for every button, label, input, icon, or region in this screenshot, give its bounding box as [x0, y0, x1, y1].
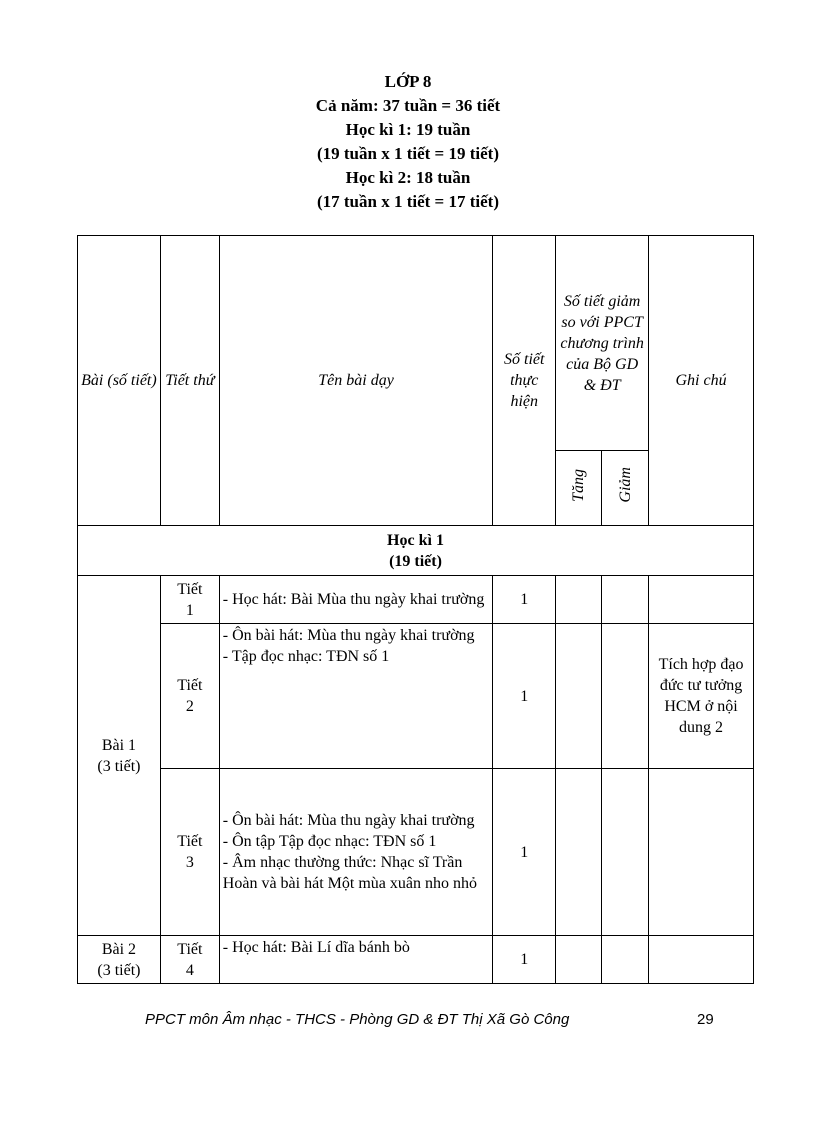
- header-row-1: [78, 236, 754, 451]
- lesson-cell: [219, 936, 492, 984]
- lesson-cell: [219, 769, 492, 936]
- semester-heading: [78, 526, 754, 576]
- giam-cell: [602, 576, 649, 624]
- col-header-bai: Bài (số tiết): [78, 236, 161, 526]
- tiet-label: Tiết: [177, 677, 203, 694]
- semester-title: Học kì 1: [387, 531, 444, 549]
- page-header: [0, 70, 816, 214]
- lesson-cell: [219, 576, 492, 624]
- lesson-line: - Âm nhạc thường thức: Nhạc sĩ Trần Hoàn và bài hát Một mùa xuân nho nhỏ: [222, 854, 477, 892]
- lesson-line: - Ôn tập Tập đọc nhạc: TĐN số 1: [222, 833, 437, 850]
- table-row: [78, 936, 754, 984]
- curriculum-table: [77, 235, 754, 984]
- tiet-label: Tiết: [177, 940, 203, 958]
- bai1-sub: (3 tiết): [97, 757, 141, 775]
- lesson-line: - Học hát: Bài Lí dĩa bánh bò: [222, 939, 410, 956]
- col-header-ghi-chu: Ghi chú: [649, 236, 754, 526]
- ghi-chu-cell: [649, 936, 754, 984]
- col-header-tiet-thu: Tiết thứ: [160, 236, 219, 526]
- tiet-label: Tiết: [177, 833, 203, 850]
- tiet-label: Tiết: [177, 580, 203, 598]
- giam-label: Giảm: [616, 467, 634, 503]
- table-row: [78, 576, 754, 624]
- tiet-cell: [160, 769, 219, 936]
- tang-label: Tăng: [570, 468, 588, 502]
- semester-row: [78, 526, 754, 576]
- ghi-chu-cell: [649, 576, 754, 624]
- tiet-number: 3: [185, 854, 194, 871]
- semester2-summary: Học kì 2: 18 tuần: [345, 168, 471, 187]
- tiet-number: 2: [185, 698, 194, 715]
- col-header-so-tiet-giam: Số tiết giảm so với PPCT chương trình của Bộ GD & ĐT: [556, 236, 649, 451]
- so-tiet-cell: 1: [493, 576, 556, 624]
- giam-cell: [602, 936, 649, 984]
- page-number: 29: [697, 1011, 714, 1028]
- giam-cell: [602, 769, 649, 936]
- class-title: LỚP 8: [384, 72, 432, 91]
- bai2-sub: (3 tiết): [97, 961, 141, 979]
- tang-cell: [556, 936, 602, 984]
- tang-cell: [556, 624, 602, 769]
- semester1-summary: Học kì 1: 19 tuần: [345, 120, 471, 139]
- semester1-detail: (19 tuần x 1 tiết = 19 tiết): [316, 144, 499, 163]
- so-tiet-cell: 1: [493, 624, 556, 769]
- page-footer: PPCT môn Âm nhạc - THCS - Phòng GD & ĐT Thị Xã Gò Công: [145, 1011, 570, 1028]
- lesson-line: - Học hát: Bài Mùa thu ngày khai trường: [222, 591, 485, 608]
- tiet-cell: [160, 576, 219, 624]
- table-row: [78, 624, 754, 769]
- bai2-label: Bài 2: [101, 940, 137, 958]
- semester2-detail: (17 tuần x 1 tiết = 17 tiết): [316, 192, 499, 211]
- semester-subtitle: (19 tiết): [389, 552, 442, 570]
- ghi-chu-cell: Tích hợp đạo đức tư tưởng HCM ở nội dung 2: [649, 624, 754, 769]
- tang-cell: [556, 576, 602, 624]
- lesson-line: - Ôn bài hát: Mùa thu ngày khai trường: [222, 627, 475, 644]
- tiet-number: 4: [185, 961, 194, 979]
- year-summary: Cả năm: 37 tuần = 36 tiết: [315, 96, 501, 115]
- bai1-label: Bài 1: [101, 736, 137, 754]
- bai2-cell: [78, 936, 161, 984]
- tiet-cell: [160, 936, 219, 984]
- tiet-number: 1: [185, 601, 194, 619]
- lesson-cell: [219, 624, 492, 769]
- tang-cell: [556, 769, 602, 936]
- table-row: [78, 769, 754, 936]
- col-header-ten-bai: Tên bài dạy: [219, 236, 492, 526]
- ghi-chu-cell: [649, 769, 754, 936]
- bai1-cell: [78, 576, 161, 936]
- tiet-cell: [160, 624, 219, 769]
- lesson-line: - Ôn bài hát: Mùa thu ngày khai trường: [222, 812, 475, 829]
- col-header-so-tiet: Số tiết thực hiện: [493, 236, 556, 526]
- col-header-tang: [556, 451, 602, 526]
- giam-cell: [602, 624, 649, 769]
- so-tiet-cell: 1: [493, 936, 556, 984]
- lesson-line: - Tập đọc nhạc: TĐN số 1: [222, 648, 390, 665]
- so-tiet-cell: 1: [493, 769, 556, 936]
- col-header-giam: [602, 451, 649, 526]
